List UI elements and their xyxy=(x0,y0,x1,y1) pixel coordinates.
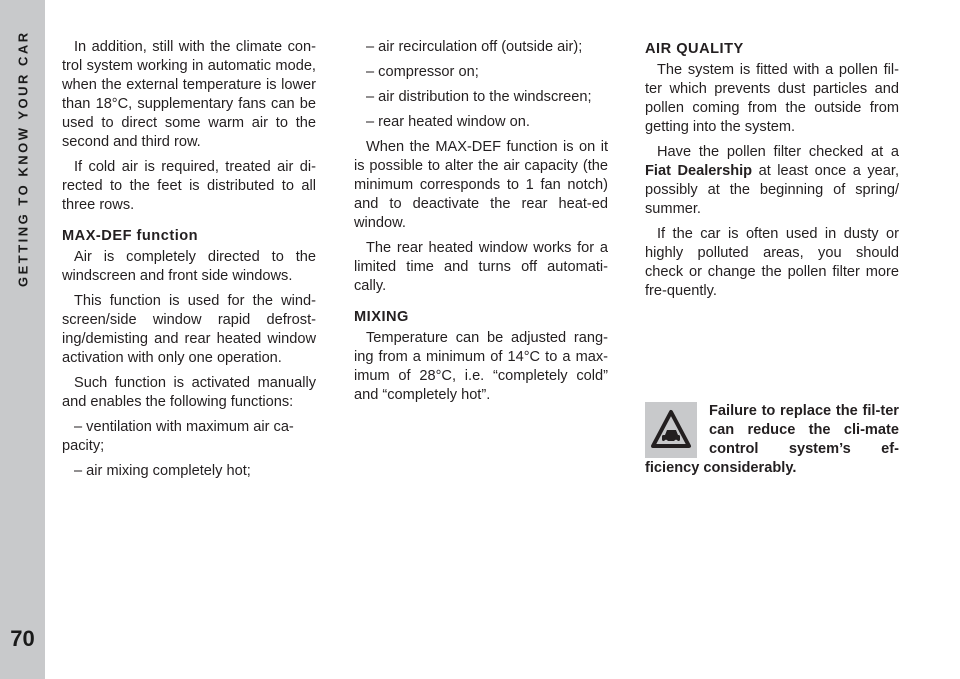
paragraph: Such function is activated manually and enables the following functions: xyxy=(62,375,316,410)
text-span: at least once a year, possibly at the beginning of spring/ summer. xyxy=(645,163,900,217)
column-1 xyxy=(62,38,316,487)
dealership-name: Fiat Dealership xyxy=(645,163,753,179)
text-span: Have the pollen filter checked at a xyxy=(657,144,899,160)
paragraph: In addition, still with the climate con-trol system working in automatic mode, when the external temperature is lower than 18°C, supplementary fans can be used to direct some warm air to the second and third row. xyxy=(62,39,316,150)
paragraph: This function is used for the wind-screen/side window rapid defrost-ing/demisting and rear heated window activation with only one operation. xyxy=(62,293,316,366)
warning-text: Failure to replace the fil-ter can reduce the cli-mate control system’s ef-ficiency considerably. xyxy=(645,403,899,476)
sidebar xyxy=(0,0,45,679)
paragraph: If the car is often used in dusty or highly polluted areas, you should check or change the pollen filter more fre-quently. xyxy=(645,226,899,299)
list-item: – air recirculation off (outside air); xyxy=(366,39,583,55)
heading-air-quality: AIR QUALITY xyxy=(645,41,744,57)
page-number: 70 xyxy=(10,626,35,651)
section-title: GETTING TO KNOW YOUR CAR xyxy=(15,30,31,287)
paragraph: If cold air is required, treated air di-rected to the feet is distributed to all three rows. xyxy=(62,159,316,213)
paragraph: When the MAX-DEF function is on it is possible to alter the air capacity (the minimum corresponds to 1 fan notch) and to deactivate the rear heat-ed window. xyxy=(354,139,608,231)
list-item: – air distribution to the windscreen; xyxy=(366,89,592,105)
column-2 xyxy=(354,38,608,411)
list-item: – air mixing completely hot; xyxy=(74,463,251,479)
paragraph xyxy=(645,143,899,219)
paragraph: Air is completely directed to the windscreen and front side windows. xyxy=(62,249,316,284)
heading-max-def: MAX-DEF function xyxy=(62,228,199,244)
list-item: – compressor on; xyxy=(366,64,479,80)
paragraph: The system is fitted with a pollen fil-ter which prevents dust particles and pollen coming from the outside from getting into the system. xyxy=(645,62,899,135)
heading-mixing: MIXING xyxy=(354,309,409,325)
list-item: – ventilation with maximum air ca-pacity; xyxy=(62,419,294,454)
list-item: – rear heated window on. xyxy=(366,114,530,130)
paragraph: The rear heated window works for a limited time and turns off automati-cally. xyxy=(354,240,608,294)
warning-box xyxy=(645,402,899,478)
paragraph: Temperature can be adjusted rang-ing from a minimum of 14°C to a max-imum of 28°C, i.e. “completely cold” and “completely hot”. xyxy=(354,330,608,403)
column-3 xyxy=(645,38,899,307)
warning-triangle-car-icon xyxy=(645,402,697,458)
